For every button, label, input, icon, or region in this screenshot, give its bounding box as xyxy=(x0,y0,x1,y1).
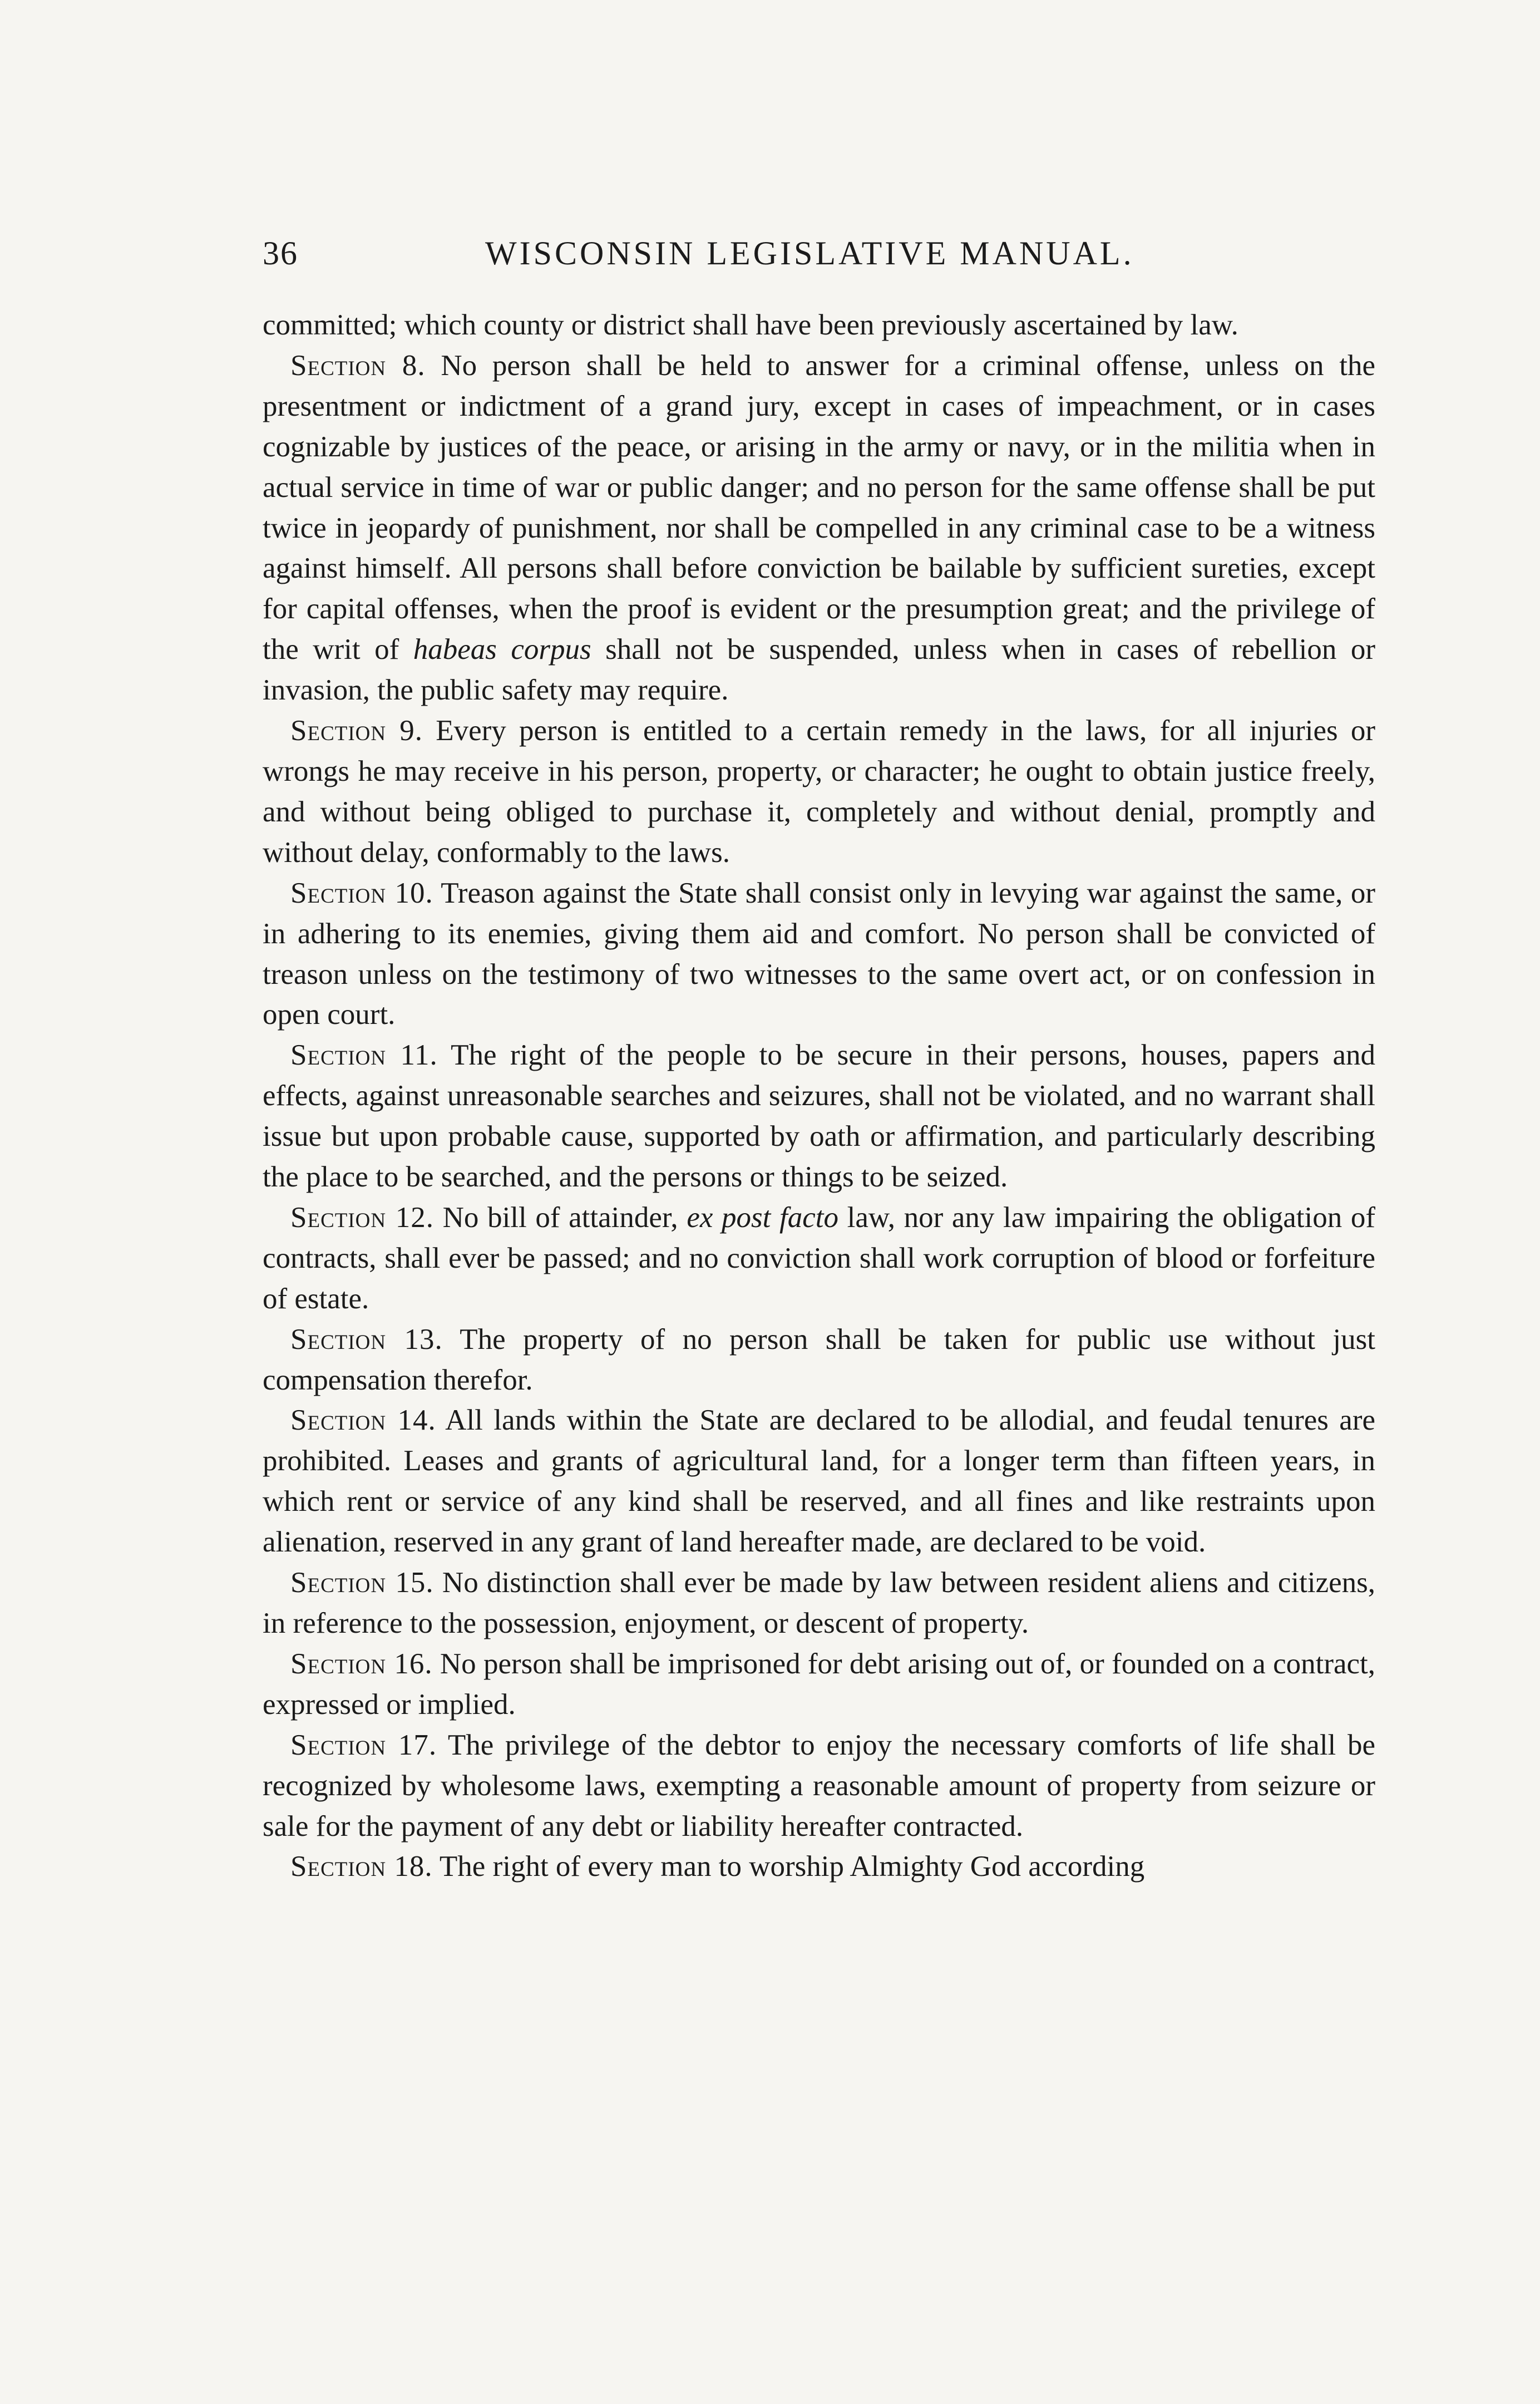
section-text: No person shall be held to answer for a criminal offense, unless on the presentment or indictment of a grand jury, except in cases of impeachment, or in cases cognizable by justices of the peace, or arising in the army or navy, or in the militia when in actual service in time of war or public danger; and no person for the same offense shall be put twice in jeopardy of punishment, nor shall be compelled in any criminal case to be a witness against himself. All persons shall before conviction be bailable by sufficient sureties, except for capital offenses, when the proof is evident or the presumption great; and the privilege of the writ of xyxy=(263,349,1376,666)
section-label: Section 9. xyxy=(290,715,423,747)
section-text: Every person is entitled to a certain remedy in the laws, for all injuries or wrongs he may receive in his person, property, or character; he ought to obtain justice freely, and without being obliged to purchase it, completely and without denial, promptly and without delay, conformably to the laws. xyxy=(263,715,1376,869)
latin-phrase: ex post facto xyxy=(687,1201,838,1234)
section-8 xyxy=(263,346,1375,711)
section-label: Section 13. xyxy=(290,1323,443,1356)
section-text: No person shall be imprisoned for debt arising out of, or founded on a contract, expressed or implied. xyxy=(263,1647,1375,1721)
section-label: Section 15. xyxy=(290,1566,434,1599)
page-number: 36 xyxy=(263,235,298,272)
section-label: Section 16. xyxy=(290,1647,433,1680)
section-text: The property of no person shall be taken for public use without just compensation therefor. xyxy=(263,1323,1375,1396)
section-14 xyxy=(263,1400,1375,1563)
running-title: WISCONSIN LEGISLATIVE MANUAL. xyxy=(485,235,1134,272)
section-text: law, nor any law impairing the obligation of contracts, shall ever be passed; and no conviction shall work corruption of blood or forfeiture of estate. xyxy=(263,1201,1376,1315)
section-16 xyxy=(263,1644,1375,1725)
section-15 xyxy=(263,1563,1375,1644)
section-label: Section 17. xyxy=(290,1728,437,1761)
section-text: No bill of attainder, xyxy=(434,1201,687,1234)
section-label: Section 14. xyxy=(290,1404,436,1437)
section-11 xyxy=(263,1035,1375,1198)
body-text xyxy=(263,305,1375,1887)
section-10 xyxy=(263,873,1375,1036)
section-label: Section 11. xyxy=(290,1039,438,1072)
section-text: shall not be suspended, unless when in cases of rebellion or invasion, the public safety may require. xyxy=(263,633,1375,707)
section-text: Treason against the State shall consist only in levying war against the same, or in adhering to its enemies, giving them aid and comfort. No person shall be convicted of treason unless on the testimony of two witnesses to the same overt act, or on confession in open court. xyxy=(263,876,1375,1031)
section-text: The right of every man to worship Almighty God according xyxy=(432,1850,1145,1883)
section-text: No distinction shall ever be made by law between resident aliens and citizens, in reference to the possession, enjoyment, or descent of property. xyxy=(263,1566,1375,1639)
latin-phrase: habeas corpus xyxy=(413,633,591,666)
section-label: Section 12. xyxy=(290,1201,435,1234)
section-13 xyxy=(263,1319,1375,1401)
section-text: The privilege of the debtor to enjoy the necessary comforts of life shall be recognized by wholesome laws, exempting a reasonable amount of property from seizure or sale for the payment of any debt or liability hereafter contracted. xyxy=(263,1728,1376,1843)
section-17 xyxy=(263,1725,1375,1847)
section-label: Section 8. xyxy=(290,349,426,382)
section-12 xyxy=(263,1198,1375,1319)
section-label: Section 10. xyxy=(290,876,433,909)
section-label: Section 18. xyxy=(290,1850,433,1883)
continuation-paragraph: committed; which county or district shall have been previously ascertained by law. xyxy=(263,309,1238,341)
section-text: All lands within the State are declared to be allodial, and feudal tenures are prohibited. Leases and grants of agricultural land, for a longer term than fifteen years, in which rent or service of any kind shall be reserved, and all fines and like restraints upon alienation, reserved in any grant of land hereafter made, are declared to be void. xyxy=(263,1404,1375,1559)
section-9 xyxy=(263,711,1375,873)
section-18 xyxy=(263,1846,1375,1887)
page-header xyxy=(263,228,1381,278)
section-text: The right of the people to be secure in their persons, houses, papers and effects, against unreasonable searches and seizures, shall not be violated, and no warrant shall issue but upon probable cause, supported by oath or affirmation, and particularly describing the place to be searched, and the persons or things to be seized. xyxy=(263,1039,1375,1194)
